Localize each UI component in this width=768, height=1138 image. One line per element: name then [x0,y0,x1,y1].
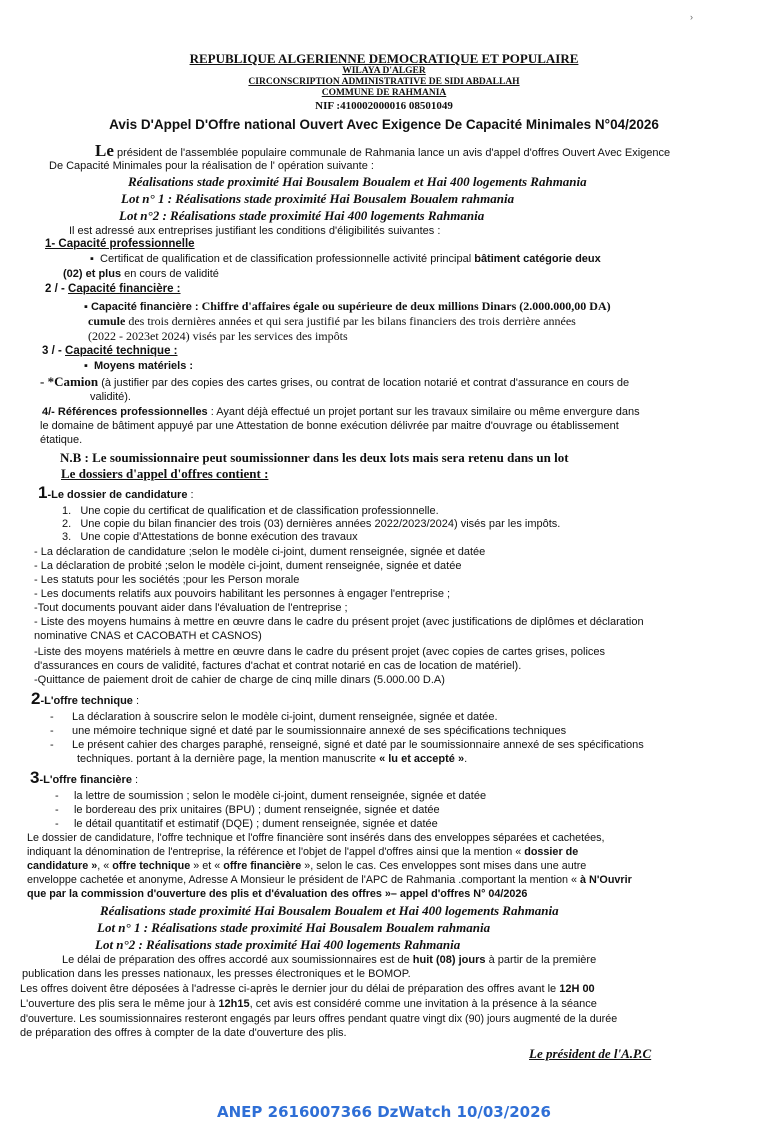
closing-operation: Réalisations stade proximité Hai Bousalem Boualem et Hai 400 logements Rahmania [100,903,559,918]
intro-line-1: Le président de l'assemblée populaire communale de Rahmania lance un avis d'appel d'offres Ouvert Avec Exigence [95,141,671,160]
candidature-item: -Tout documents pouvant aider dans l'évaluation de l'entreprise ; [34,602,348,614]
signature: Le président de l'A.P.C [529,1046,652,1061]
closing-lot-2: Lot n°2 : Réalisations stade proximité Hai 400 logements Rahmania [95,937,461,952]
candidature-item: - La déclaration de probité ;selon le modèle ci-joint, dument renseignée, signée et datée [34,560,462,572]
cap-fin-line-2: cumule des trois dernières années et qui sera justifié par les bilans financiers des trois derrière années [88,314,576,328]
circonscription-line: CIRCONSCRIPTION ADMINISTRATIVE DE SIDI ABDALLAH [248,77,520,87]
financiere-item: - la lettre de soumission ; selon le modèle ci-joint, dument renseignée, signée et datée [55,790,487,802]
candidature-item: d'assurances en cours de validité, factures d'achat et contrat notarié en cas de location de matériel). [34,660,522,672]
delay-line-1: Le délai de préparation des offres accordé aux soumissionnaires est de huit (08) jours à partir de la première [62,954,597,966]
nif-line: NIF :410002000016 08501049 [315,100,453,112]
candidature-numbered-3: 3. Une copie d'Attestations de bonne exécution des travaux [62,531,358,543]
camion-line-1: - *Camion (à justifier par des copies des cartes grises, ou contrat de location notarié et contrat d'assurance en cours de [40,374,630,389]
camion-line-2: validité). [90,391,131,403]
dossiers-title: Le dossiers d'appel d'offres contient : [61,466,269,481]
closing-p1: Le dossier de candidature, l'offre technique et l'offre financière sont insérés dans des enveloppes séparées et cachetées, [27,832,605,844]
candidature-title: 1-Le dossier de candidature : [38,483,194,502]
lot-1: Lot n° 1 : Réalisations stade proximité Hai Bousalem Boualem rahmania [121,191,515,206]
closing-p3: candidature », « offre technique » et « offre financière », selon le cas. Ces enveloppes sont mises dans une autre [27,860,587,872]
references-line-2: le domaine de bâtiment appuyé par une Attestation de bonne exécution délivrée par maitre d'ouvrage ou établissement [40,420,619,432]
candidature-item: - La déclaration de candidature ;selon le modèle ci-joint, dument renseignée, signée et datée [34,546,486,558]
nb-note: N.B : Le soumissionnaire peut soumissionner dans les deux lots mais sera retenu dans un lot [60,450,569,465]
candidature-numbered-1: 1. Une copie du certificat de qualification et de classification professionnelle. [62,505,439,517]
wilaya-line: WILAYA D'ALGER [342,66,426,76]
technique-item: - une mémoire technique signé et daté par le soumissionnaire annexé de ses spécifications techniques [50,725,567,737]
cap-fin-line-3: (2022 - 2023et 2024) visés par les services des impôts [88,329,348,343]
delay-line-3: Les offres doivent être déposées à l'adresse ci-après le dernier jour du délai de préparation des offres avant le 12H 00 [20,983,595,995]
references-line-3: étatique. [40,434,83,446]
operation-title: Réalisations stade proximité Hai Bousalem Boualem et Hai 400 logements Rahmania [128,174,587,189]
lot-2: Lot n°2 : Réalisations stade proximité Hai 400 logements Rahmania [119,208,485,223]
scan-mark: › [690,12,693,22]
notice-title: Avis D'Appel D'Offre national Ouvert Avec Exigence De Capacité Minimales N°04/2026 [109,117,659,132]
closing-p4: enveloppe cachetée et anonyme, Adresse A Monsieur le président de l'APC de Rahmania .comportant la mention « à N'Ouvrir [27,874,632,886]
footer-reference: ANEP 2616007366 DzWatch 10/03/2026 [217,1103,551,1121]
candidature-item: -Liste des moyens matériels à mettre en œuvre dans le cadre du présent projet (avec copies de cartes grises, polices [34,646,606,658]
candidature-item: nominative CNAS et CACOBATH et CASNOS) [34,630,262,642]
eligibility-intro: Il est adressé aux entreprises justifiant les conditions d'éligibilités suivantes : [69,225,441,237]
closing-p5: que par la commission d'ouverture des plis et d'évaluation des offres »– appel d'offres N° 04/2026 [27,888,528,900]
candidature-item: -Quittance de paiement droit de cahier de charge de cinq mille dinars (5.000.00 D.A) [34,674,445,686]
candidature-item: - Liste des moyens humains à mettre en œuvre dans le cadre du présent projet (avec justifications de diplômes et déclaration [34,616,644,628]
republic-title: REPUBLIQUE ALGERIENNE DEMOCRATIQUE ET POPULAIRE [189,51,579,66]
references-line-1: 4/- Références professionnelles : Ayant déjà effectué un projet portant sur les travaux similaire ou même envergure dans [42,406,640,418]
financiere-item: - le bordereau des prix unitaires (BPU) ; dument renseignée, signée et datée [55,804,440,816]
candidature-numbered-2: 2. Une copie du bilan financier des trois (03) dernières années 2022/2023/2024) visés par les impôts. [62,518,561,530]
cap-fin-title: 2 / - Capacité financière : [45,283,181,295]
commune-line: COMMUNE DE RAHMANIA [321,88,447,98]
delay-line-4: L'ouverture des plis sera le même jour à 12h15, cet avis est considéré comme une invitation à la présence à la séance [20,998,597,1010]
cap-pro-line-1: ▪ Certificat de qualification et de classification professionnelle activité principal bâtiment catégorie deux [90,253,601,265]
closing-p2: indiquant la dénomination de l'entreprise, la référence et l'objet de l'appel d'offres ainsi que la mention « dossier de [27,846,579,858]
delay-line-6: de préparation des offres à compter de la date d'ouverture des plis. [20,1027,347,1039]
cap-tech-title: 3 / - Capacité technique : [42,345,178,357]
technique-item-cont: techniques. portant à la dernière page, la mention manuscrite « lu et accepté ». [77,753,468,765]
cap-pro-line-2: (02) et plus en cours de validité [63,268,219,280]
candidature-item: - Les documents relatifs aux pouvoirs habilitant les personnes à engager l'entreprise ; [34,588,451,600]
financiere-item: - le détail quantitatif et estimatif (DQE) ; dument renseignée, signée et datée [55,818,438,830]
closing-lot-1: Lot n° 1 : Réalisations stade proximité Hai Bousalem Boualem rahmania [97,920,491,935]
cap-pro-title: 1- Capacité professionnelle [45,238,195,250]
intro-line-2: De Capacité Minimales pour la réalisation de l' opération suivante : [49,160,374,172]
technique-title: 2-L'offre technique : [31,689,140,708]
financiere-title: 3-L'offre financière : [30,768,139,787]
candidature-item: - Les statuts pour les sociétés ;pour les Person morale [34,574,300,586]
technique-item: - Le présent cahier des charges paraphé, renseigné, signé et daté par le soumissionnaire annexé de ses spécifications [50,739,644,751]
technique-item: - La déclaration à souscrire selon le modèle ci-joint, dument renseignée, signée et datée. [50,711,498,723]
cap-fin-line-1: ▪ Capacité financière : Chiffre d'affaires égale ou supérieure de deux millions Dinars (2.000.000,00 DA) [84,299,611,313]
delay-line-2: publication dans les presses nationaux, les presses électroniques et le BOMOP. [22,968,411,980]
moyens-materiels: ▪ Moyens matériels : [84,360,194,372]
delay-line-5: d'ouverture. Les soumissionnaires resteront engagés par leurs offres pendant quatre vingt dix (90) jours augmenté de la durée [20,1013,618,1025]
